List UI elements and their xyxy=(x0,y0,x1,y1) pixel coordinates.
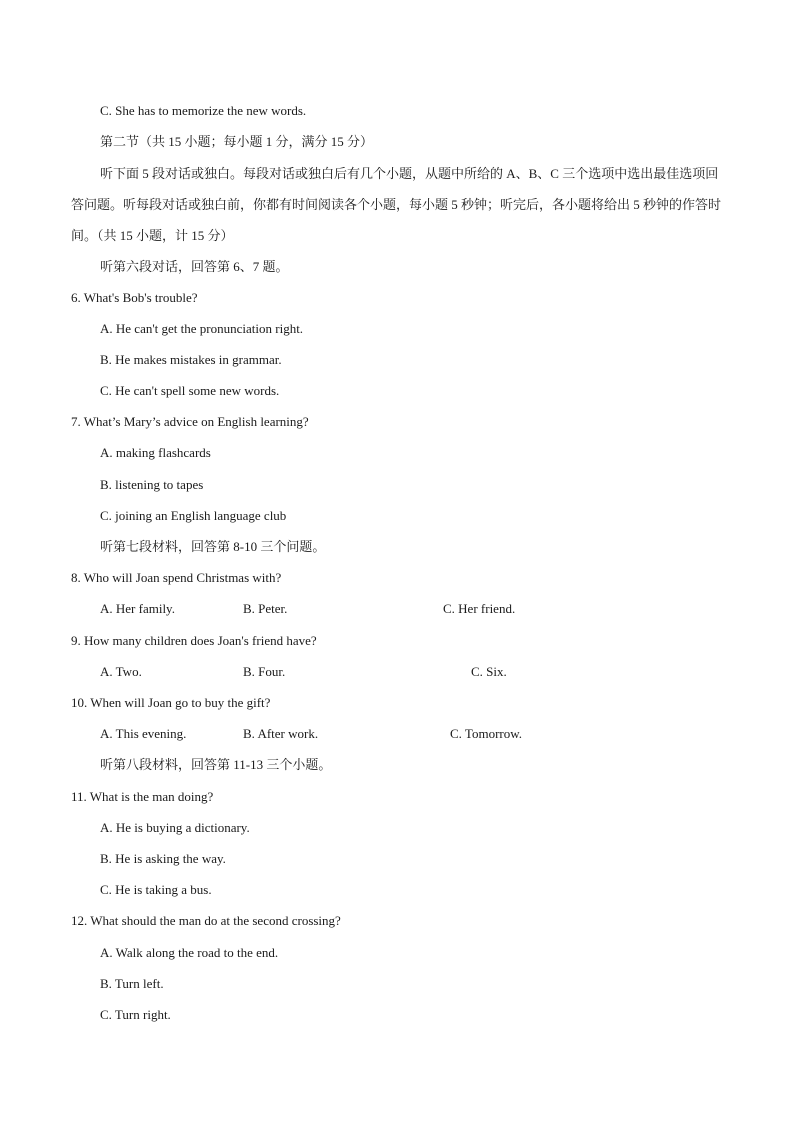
q6-option-b: B. He makes mistakes in grammar. xyxy=(100,352,282,367)
question-8: 8. Who will Joan spend Christmas with? xyxy=(71,570,282,585)
q11-option-b: B. He is asking the way. xyxy=(100,851,226,866)
q11-option-c: C. He is taking a bus. xyxy=(100,882,212,897)
dialog-8-intro: 听第八段材料，回答第 11-13 三个小题。 xyxy=(100,757,332,772)
q7-option-a: A. making flashcards xyxy=(100,445,211,460)
q12-option-a: A. Walk along the road to the end. xyxy=(100,945,279,960)
q10-option-b: B. After work. xyxy=(243,726,319,741)
question-9: 9. How many children does Joan's friend have? xyxy=(71,633,317,648)
q12-option-b: B. Turn left. xyxy=(100,976,164,991)
q12-option-c: C. Turn right. xyxy=(100,1007,171,1022)
dialog-6-intro: 听第六段对话，回答第 6、7 题。 xyxy=(100,259,289,274)
section-2-heading: 第二节（共 15 小题；每小题 1 分，满分 15 分） xyxy=(100,134,374,149)
question-7: 7. What’s Mary’s advice on English learning? xyxy=(71,414,309,429)
previous-question-option-c: C. She has to memorize the new words. xyxy=(100,103,307,118)
q8-option-c: C. Her friend. xyxy=(443,601,516,616)
q9-option-b: B. Four. xyxy=(243,664,286,679)
q6-option-a: A. He can't get the pronunciation right. xyxy=(100,321,304,336)
q9-option-c: C. Six. xyxy=(471,664,507,679)
question-11: 11. What is the man doing? xyxy=(71,789,214,804)
q9-option-a: A. Two. xyxy=(100,664,142,679)
section-2-instructions: 听下面 5 段对话或独白。每段对话或独白后有几个小题，从题中所给的 A、B、C 三个选项中选出最佳选项回答问题。听每段对话或独白前，你都有时间阅读各个小题，每小题 5 秒钟；听完后，各小题将给出 5 秒钟的作答时间。（共 15 小题，计 15 分） xyxy=(71,166,722,243)
q8-option-b: B. Peter. xyxy=(243,601,288,616)
question-12: 12. What should the man do at the second crossing? xyxy=(71,913,341,928)
q7-option-c: C. joining an English language club xyxy=(100,508,287,523)
q6-option-c: C. He can't spell some new words. xyxy=(100,383,280,398)
question-6: 6. What's Bob's trouble? xyxy=(71,290,198,305)
q7-option-b: B. listening to tapes xyxy=(100,477,204,492)
q10-option-c: C. Tomorrow. xyxy=(450,726,523,741)
q8-option-a: A. Her family. xyxy=(100,601,175,616)
q11-option-a: A. He is buying a dictionary. xyxy=(100,820,250,835)
question-10: 10. When will Joan go to buy the gift? xyxy=(71,695,271,710)
q10-option-a: A. This evening. xyxy=(100,726,187,741)
dialog-7-intro: 听第七段材料，回答第 8-10 三个问题。 xyxy=(100,539,326,554)
